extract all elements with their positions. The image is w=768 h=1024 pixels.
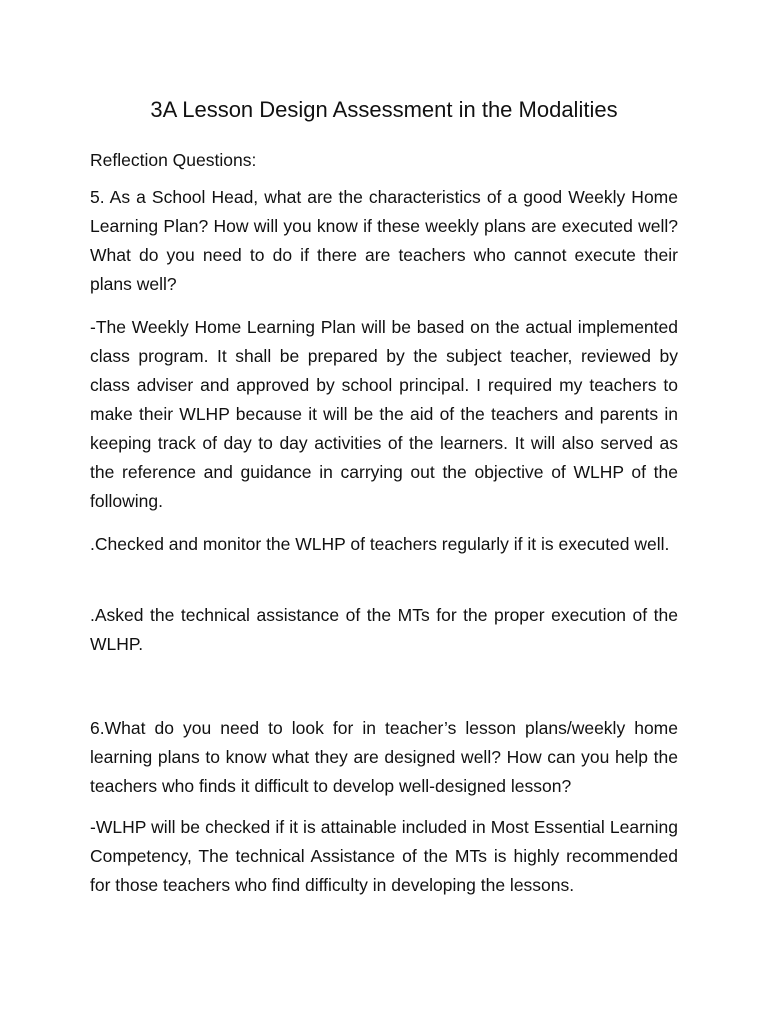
answer-5-paragraph: -The Weekly Home Learning Plan will be based on the actual implemented class program. It shall be prepared by the subject teacher, reviewed by class adviser and approved by school principal. I required my teachers to make their WLHP because it will be the aid of the teachers and parents in keeping track of day to day activities of the learners. It will also served as the reference and guidance in carrying out the objective of WLHP of the following.: [90, 317, 678, 511]
section-label: Reflection Questions:: [90, 150, 257, 170]
question-6-paragraph: 6.What do you need to look for in teacher’s lesson plans/weekly home learning plans to know what they are designed well? How can you help the teachers who finds it difficult to develop well-designed lesson?: [90, 718, 678, 796]
question-5-paragraph: 5. As a School Head, what are the characteristics of a good Weekly Home Learning Plan? How will you know if these weekly plans are executed well? What do you need to do if there are teachers who cannot execute their plans well?: [90, 187, 678, 294]
answer-5-bullet-monitor: .Checked and monitor the WLHP of teachers regularly if it is executed well.: [90, 534, 670, 554]
document-title: 3A Lesson Design Assessment in the Modalities: [150, 97, 618, 122]
answer-5-bullet-technical-assistance: .Asked the technical assistance of the MTs for the proper execution of the WLHP.: [90, 605, 678, 654]
answer-6-paragraph: -WLHP will be checked if it is attainable included in Most Essential Learning Competency, The technical Assistance of the MTs is highly recommended for those teachers who find difficulty in developing the lessons.: [90, 817, 678, 895]
